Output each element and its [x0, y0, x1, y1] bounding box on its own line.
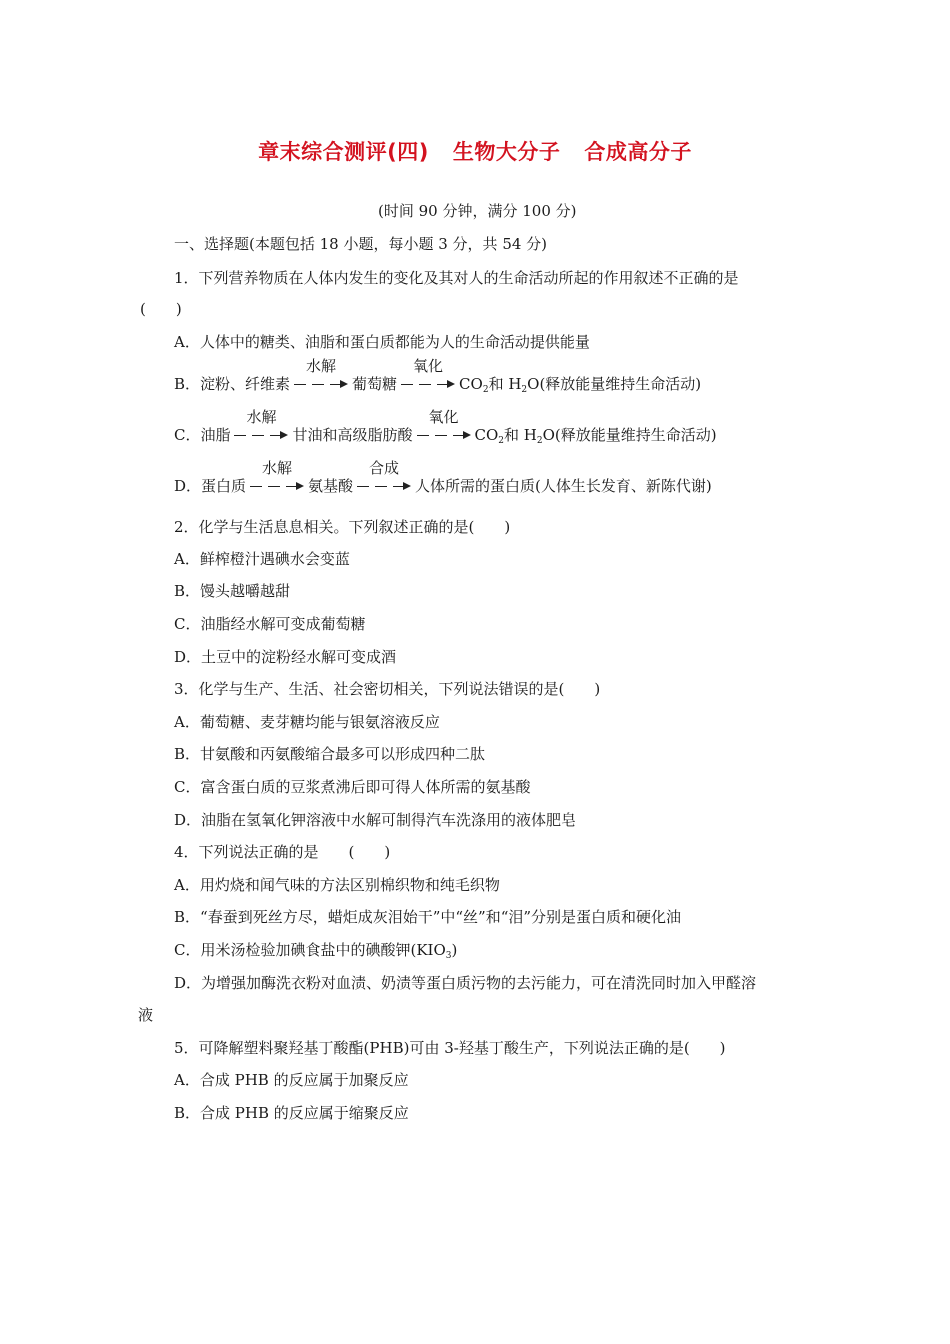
arrow-label: 水解 — [306, 357, 337, 375]
reaction-arrow — [250, 459, 304, 496]
h2o-formula: 和 H — [488, 375, 522, 393]
arrow-label: 氧化 — [413, 357, 444, 375]
co2-formula: CO — [474, 426, 499, 444]
q5-option-a: A．合成 PHB 的反应属于加聚反应 — [174, 1071, 409, 1089]
reaction-arrow — [401, 357, 455, 394]
subscript: 2 — [521, 385, 528, 395]
arrow-label: 水解 — [246, 408, 277, 426]
subscript: 2 — [536, 436, 543, 446]
page-title — [0, 136, 950, 166]
subscript: 2 — [498, 436, 505, 446]
q2-option-d: D．土豆中的淀粉经水解可变成酒 — [174, 648, 397, 666]
q1-c-product-note: O(释放能量维持生命活动) — [542, 426, 717, 444]
q4-option-d: D．为增强加酶洗衣粉对血渍、奶渍等蛋白质污物的去污能力，可在清洗同时加入甲醛溶 — [174, 974, 757, 992]
reaction-arrow — [417, 408, 471, 445]
reaction-arrow — [294, 357, 348, 394]
arrow-label: 氧化 — [428, 408, 459, 426]
q5-option-b: B．合成 PHB 的反应属于缩聚反应 — [174, 1104, 409, 1122]
q4-c-text: C．用米汤检验加碘食盐中的碘酸钾(KIO — [174, 941, 446, 959]
title-part-1: 章末综合测评(四) — [258, 140, 429, 164]
q2-stem: 2．化学与生活息息相关。下列叙述正确的是( ) — [174, 518, 511, 536]
q1-d-reactant: D．蛋白质 — [174, 477, 247, 495]
arrow-label: 水解 — [262, 459, 293, 477]
title-part-3: 合成高分子 — [584, 140, 692, 164]
q4-option-a: A．用灼烧和闻气味的方法区别棉织物和纯毛织物 — [174, 876, 500, 894]
q1-b-intermediate: 葡萄糖 — [352, 375, 398, 393]
q1-d-product-note: 人体所需的蛋白质(人体生长发育、新陈代谢) — [415, 477, 712, 495]
q3-option-c: C．富含蛋白质的豆浆煮沸后即可得人体所需的氨基酸 — [174, 778, 531, 796]
title-part-2: 生物大分子 — [452, 140, 561, 164]
q1-answer-paren: ( ) — [140, 300, 182, 318]
reaction-arrow — [234, 408, 288, 445]
q1-b-reactant: B．淀粉、纤维素 — [174, 375, 291, 393]
exam-info: (时间 90 分钟，满分 100 分) — [378, 202, 577, 220]
q1-option-c — [174, 408, 717, 451]
q1-option-d — [174, 459, 712, 496]
q3-stem: 3．化学与生产、生活、社会密切相关，下列说法错误的是( ) — [174, 680, 601, 698]
q1-option-b — [174, 357, 702, 400]
q2-option-b: B．馒头越嚼越甜 — [174, 582, 291, 600]
q3-option-a: A．葡萄糖、麦芽糖均能与银氨溶液反应 — [174, 713, 440, 731]
reaction-arrow — [357, 459, 411, 496]
q1-d-intermediate: 氨基酸 — [308, 477, 354, 495]
q4-option-b: B．“春蚕到死丝方尽，蜡炬成灰泪始干”中“丝”和“泪”分别是蛋白质和硬化油 — [174, 908, 682, 926]
q2-option-c: C．油脂经水解可变成葡萄糖 — [174, 615, 366, 633]
q3-option-b: B．甘氨酸和丙氨酸缩合最多可以形成四种二肽 — [174, 745, 486, 763]
q1-c-reactant: C．油脂 — [174, 426, 231, 444]
q4-option-c — [174, 940, 457, 966]
subscript: 3 — [445, 951, 452, 961]
q1-c-intermediate: 甘油和高级脂肪酸 — [292, 426, 413, 444]
q1-stem: 1．下列营养物质在人体内发生的变化及其对人的生命活动所起的作用叙述不正确的是 — [174, 269, 739, 287]
co2-formula: CO — [459, 375, 483, 393]
section-heading: 一、选择题(本题包括 18 小题，每小题 3 分，共 54 分) — [174, 235, 548, 253]
q4-c-close: ) — [451, 941, 458, 959]
q4-stem: 4．下列说法正确的是 ( ) — [174, 843, 391, 861]
subscript: 2 — [482, 385, 489, 395]
q5-stem: 5．可降解塑料聚羟基丁酸酯(PHB)可由 3-羟基丁酸生产，下列说法正确的是( ) — [174, 1039, 726, 1057]
q3-option-d: D．油脂在氢氧化钾溶液中水解可制得汽车洗涤用的液体肥皂 — [174, 811, 577, 829]
arrow-label: 合成 — [369, 459, 400, 477]
q1-option-a: A．人体中的糖类、油脂和蛋白质都能为人的生命活动提供能量 — [174, 333, 590, 351]
q1-b-product-note: O(释放能量维持生命活动) — [527, 375, 702, 393]
h2o-formula: 和 H — [504, 426, 537, 444]
q2-option-a: A．鲜榨橙汁遇碘水会变蓝 — [174, 550, 350, 568]
q4-option-d-cont: 液 — [138, 1006, 154, 1024]
